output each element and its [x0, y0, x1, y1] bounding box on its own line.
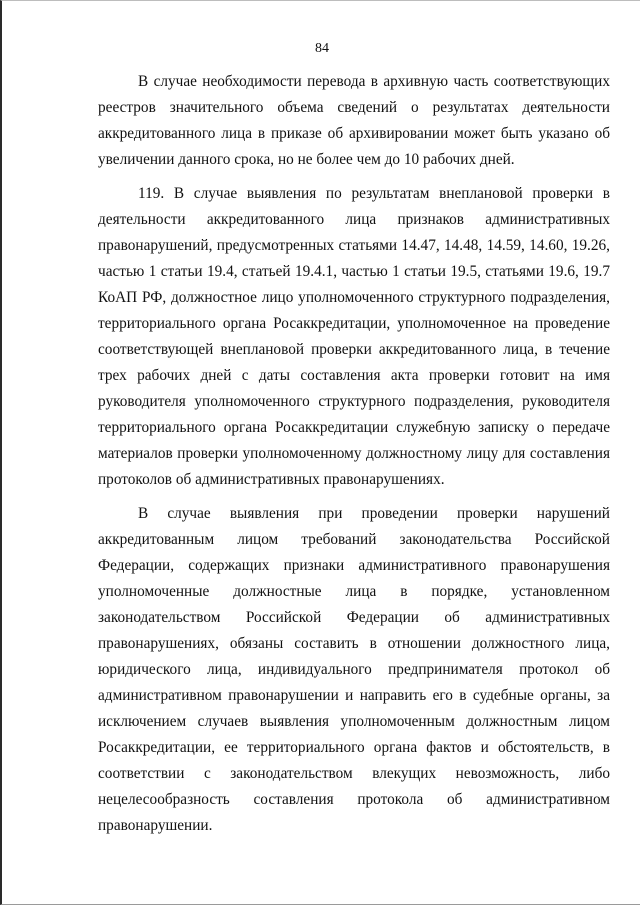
document-body	[98, 69, 610, 847]
paragraph-violations-protocol: В случае выявления при проведении проверки нарушений аккредитованным лицом требований законодательства Российской Федерации, содержащих признаки административного правонарушения уполномоченные должностные лица в порядке, установленном законодательством Российской Федерации об административных правонарушениях, обязаны составить в отношении должностного лица, юридического лица, индивидуального предпринимателя протокол об административном правонарушении и направить его в судебные органы, за исключением случаев выявления уполномоченным должностным лицом Росаккредитации, ее территориального органа фактов и обстоятельств, в соответствии с законодательством влекущих невозможность, либо нецелесообразность составления протокола об административном правонарушении.	[98, 505, 610, 834]
paragraph-archive-term: В случае необходимости перевода в архивную часть соответствующих реестров значительного объема сведений о результатах деятельности аккредитованного лица в приказе об архивировании может быть указано об увеличении данного срока, но не более чем до 10 рабочих дней.	[98, 73, 610, 168]
paragraph-119: 119. В случае выявления по результатам внеплановой проверки в деятельности аккредитованного лица признаков административных правонарушений, предусмотренных статьями 14.47, 14.48, 14.59, 14.60, 19.26, частью 1 статьи 19.4, статьей 19.4.1, частью 1 статьи 19.5, статьями 19.6, 19.7 КоАП РФ, должностное лицо уполномоченного структурного подразделения, территориального органа Росаккредитации, уполномоченное на проведение соответствующей внеплановой проверки аккредитованного лица, в течение трех рабочих дней с даты составления акта проверки готовит на имя руководителя уполномоченного структурного подразделения, руководителя территориального органа Росаккредитации служебную записку о передаче материалов проверки уполномоченному должностному лицу для составления протоколов об административных правонарушениях.	[98, 185, 610, 488]
page-number: 84	[315, 41, 329, 56]
